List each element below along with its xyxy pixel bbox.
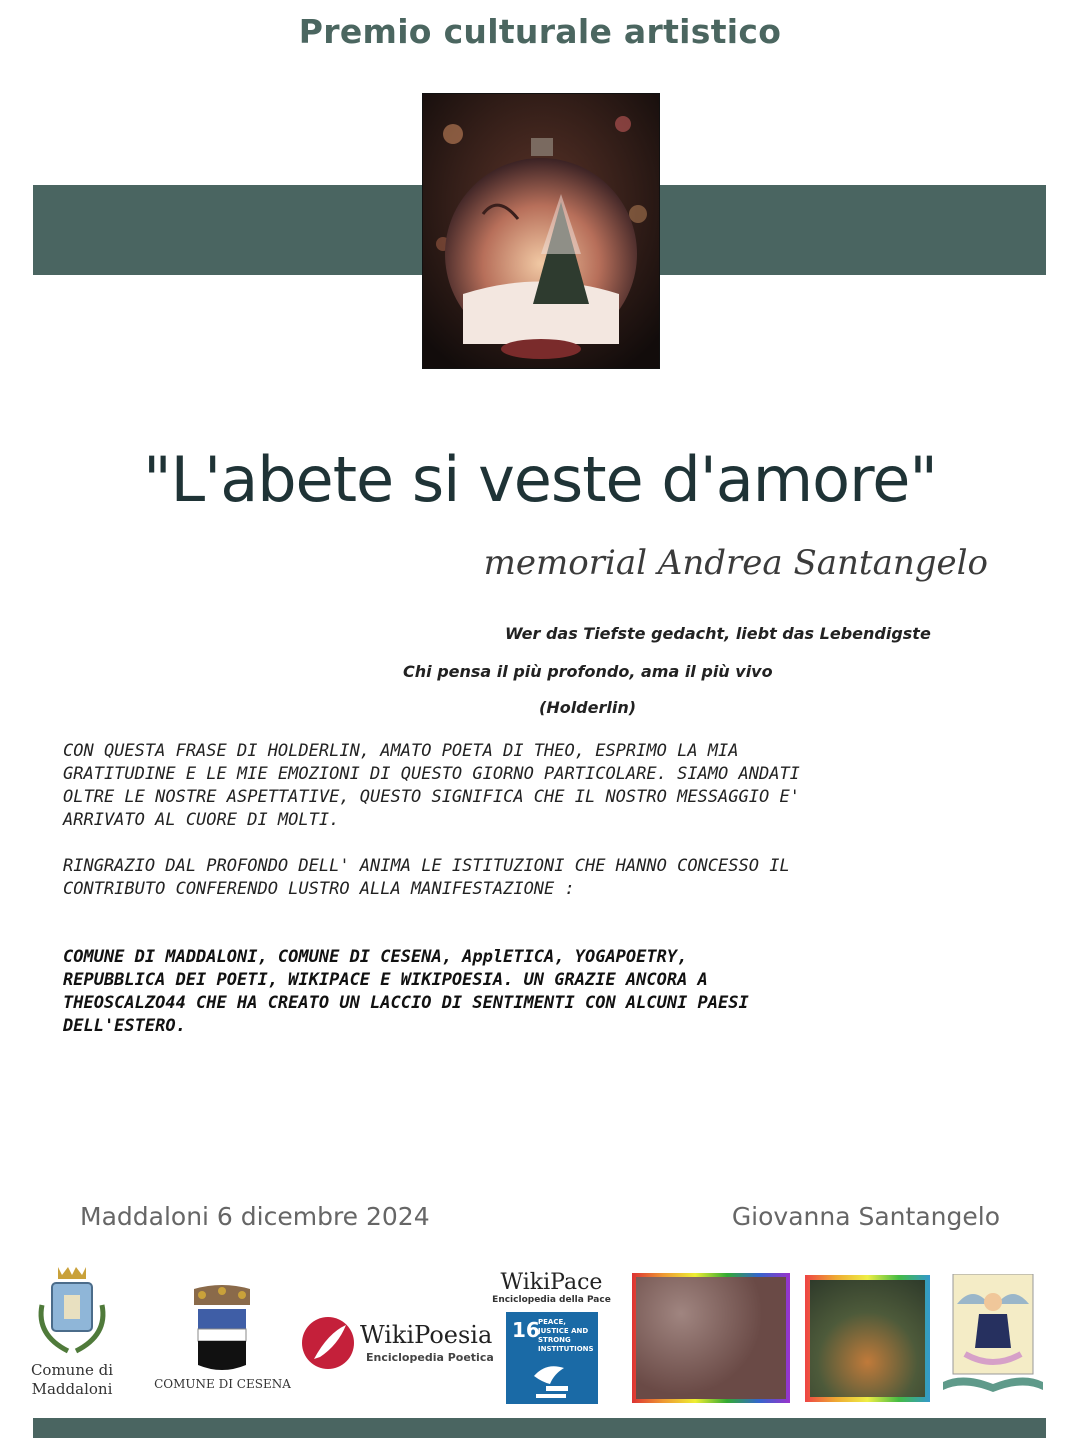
quote-german: Wer das Tiefste gedacht, liebt das Lebendigste [505,624,931,643]
angel-crest-icon [943,1274,1043,1402]
logo-comune-cesena [150,1285,295,1397]
logo-comune-maddaloni [28,1265,116,1405]
maddaloni-caption-line1: Comune di [30,1361,114,1379]
memorial-subtitle: memorial Andrea Santangelo [483,543,988,583]
wikipace-tagline: Enciclopedia della Pace [492,1295,611,1305]
christmas-ornament-image [422,93,660,369]
paragraph-line: OLTRE LE NOSTRE ASPETTATIVE, QUESTO SIGNIFICA CHE IL NOSTRO MESSAGGIO E' [63,787,800,807]
wikipoesia-quill-icon [300,1315,356,1371]
signature: Giovanna Santangelo [731,1202,1000,1231]
page-header-title: Premio culturale artistico [298,12,782,51]
sdg16-text: PEACE, JUSTICE AND STRONG INSTITUTIONS [538,1318,594,1353]
bottom-decorative-band [33,1418,1046,1438]
quote-italian: Chi pensa il più profondo, ama il più vivo [403,662,773,681]
paragraph-line: ARRIVATO AL CUORE DI MOLTI. [63,810,340,830]
logo-wikipoesia [300,1315,495,1375]
maddaloni-caption [28,1361,116,1399]
paragraph-line: THEOSCALZO44 CHE HA CREATO UN LACCIO DI SENTIMENTI CON ALCUNI PAESI [63,993,749,1013]
maddaloni-caption-line2: Maddaloni [31,1380,113,1398]
quote-author: (Holderlin) [539,698,637,717]
yogapoetry-image [810,1280,925,1397]
main-title: "L'abete si veste d'amore" [143,443,937,516]
wikipace-name: WikiPace [500,1270,603,1295]
paragraph-line: GRATITUDINE E LE MIE EMOZIONI DI QUESTO GIORNO PARTICOLARE. SIAMO ANDATI [63,764,800,784]
paragraph-line: CONTRIBUTO CONFERENDO LUSTRO ALLA MANIFESTAZIONE : [63,879,575,899]
dove-gavel-icon [506,1352,598,1402]
paragraph-line: DELL'ESTERO. [63,1016,186,1036]
appletica-image [636,1277,786,1399]
maddaloni-crest-icon [28,1265,116,1357]
paragraph-sponsors [63,946,749,1038]
paragraph-line: RINGRAZIO DAL PROFONDO DELL' ANIMA LE ISTITUZIONI CHE HANNO CONCESSO IL [63,856,790,876]
sdg16-number: 16 [512,1318,540,1342]
cesena-crest-icon [150,1285,295,1373]
paragraph-line: CON QUESTA FRASE DI HOLDERLIN, AMATO POETA DI THEO, ESPRIMO LA MIA [63,741,739,761]
wikipoesia-name: WikiPoesia [360,1321,493,1349]
place-date: Maddaloni 6 dicembre 2024 [80,1202,430,1231]
paragraph-line: COMUNE DI MADDALONI, COMUNE DI CESENA, ApplETICA, YOGAPOETRY, [63,947,688,967]
logo-repubblica-dei-poeti [943,1274,1043,1402]
logo-yogapoetry [805,1275,930,1402]
paragraph-line: REPUBBLICA DEI POETI, WIKIPACE E WIKIPOESIA. UN GRAZIE ANCORA A [63,970,708,990]
logo-wikipace [484,1270,619,1405]
cesena-caption: COMUNE DI CESENA [154,1377,291,1391]
sdg16-badge [506,1312,598,1404]
logo-appletica [632,1273,790,1403]
paragraph-institutions [63,855,790,901]
wikipoesia-tagline: Enciclopedia Poetica [366,1351,494,1364]
paragraph-gratitude [63,740,800,832]
